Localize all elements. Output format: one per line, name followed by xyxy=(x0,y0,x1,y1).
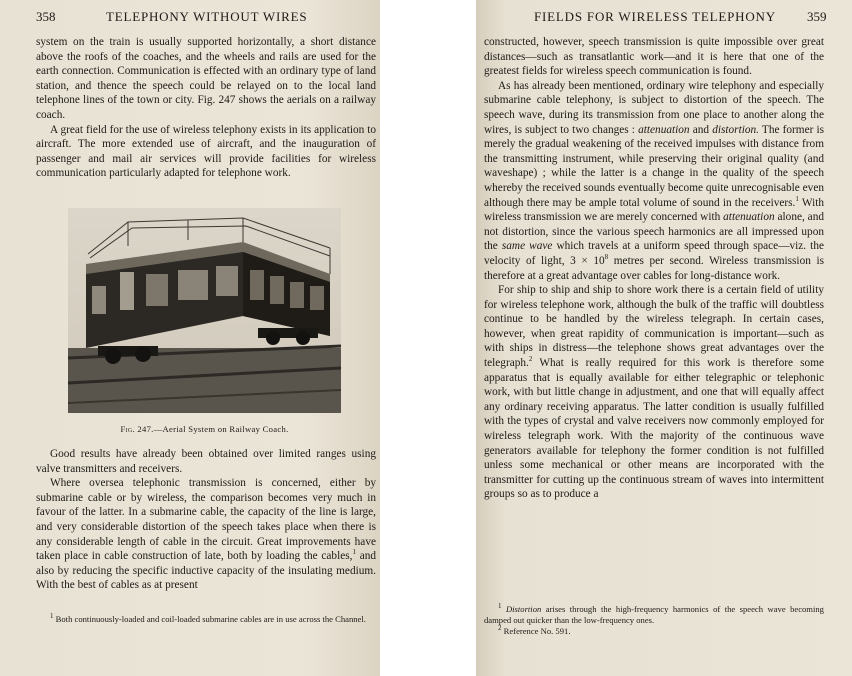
emphasis: attenuation xyxy=(638,123,690,136)
footnote-left xyxy=(36,614,376,625)
emphasis: distortion. xyxy=(712,123,759,136)
footnote-text: Reference No. 591. xyxy=(503,626,571,636)
paragraph: constructed, however, speech transmission is quite impossible over great distances—such as transatlantic work—and it is here that one of the greatest fields for wireless speech communication is found. xyxy=(484,36,824,78)
paragraph: A great field for the use of wireless telephony exists in its application to aircraft. The more extended use of aircraft, and the inauguration of passenger and mail air services will provide facilities for wireless communication particularly adapted for telephone work. xyxy=(36,123,376,180)
figure-label: Fig. 247. xyxy=(120,424,154,434)
gutter xyxy=(380,0,476,676)
paragraph-text: and xyxy=(692,123,710,136)
exponent: 8 xyxy=(604,253,609,262)
paragraph-text: alone, and not distortion, since the various speech harmonics are all impressed upon the xyxy=(484,211,824,253)
paragraph: Good results have already been obtained over limited ranges using valve transmitters and receivers. xyxy=(36,448,376,475)
figure-caption xyxy=(68,424,341,434)
right-page xyxy=(476,0,852,676)
footnote-text: Both continuously-loaded and coil-loaded submarine cables are in use across the Channel. xyxy=(55,614,366,624)
footnote-marker: 1 xyxy=(795,194,799,203)
footnote-marker: 2 xyxy=(528,355,533,364)
right-body xyxy=(484,35,824,502)
running-head-left: TELEPHONY WITHOUT WIRES xyxy=(106,9,308,24)
paragraph: Where oversea telephonic transmission is concerned, either by submarine cable or by wireless, the comparison becomes very much in favour of the latter. In a submarine cable, the capacity of the line is large, and very considerable distortion of the speech takes place when there is any considerable length of cable in the circuit. Great improvements have taken place in cable construction of late, both by loading the cables, xyxy=(36,477,376,563)
paragraph-text: metres per second. Wireless transmission is therefore at a great advantage over cables for long-distance work. xyxy=(484,254,825,282)
left-body-bottom xyxy=(36,447,376,593)
left-page xyxy=(0,0,380,676)
footnote-term: Distortion xyxy=(505,604,542,614)
paragraph-text: With wireless transmission we are merely concerned with xyxy=(484,196,824,224)
footnotes-right xyxy=(484,604,824,637)
page-number-right: 359 xyxy=(807,9,827,24)
emphasis: same wave xyxy=(501,240,553,253)
paragraph-text: For ship to ship and ship to shore work there is a certain field of utility for wireless telephone work, although the bulk of the traffic will doubtless continue to be handled by the wireless telegraph. In certain cases, however, when great rapidity of communication is important—such as with ships in distress—the telephone shows great advantages over the telegraph. xyxy=(484,284,824,370)
footnote-marker: 1 xyxy=(50,612,54,621)
paragraph: system on the train is usually supported horizontally, a short distance above the roofs of the coaches, and the wheels and rails are used for the earth connection. Communication is effected with an ordinary type of land station, and thence the speech could be relayed on to the local land telephone lines of the town or city. Fig. 247 shows the aerials on a railway coach. xyxy=(36,36,376,121)
railway-coach-photo xyxy=(68,208,341,413)
page-number-left: 358 xyxy=(36,9,56,24)
paragraph-text: which travels at a uniform speed through space—viz. the velocity of light, 3 × 10 xyxy=(484,240,824,267)
footnote-marker: 1 xyxy=(498,602,502,611)
emphasis: attenuation xyxy=(723,211,775,224)
footnote-marker: 2 xyxy=(498,624,502,633)
paragraph: and also by reducing the specific inductive capacity of the insulating medium. With the best of cables as at present xyxy=(36,550,376,592)
paragraph-text: As has already been mentioned, ordinary wire telephony and especially submarine cable telephony, is subject to distortion of the speech. The speech wave, during its transmission from one place to another along the wires, is subject to two changes : xyxy=(484,79,824,136)
paragraph-text: What is really required for this work is therefore some apparatus that is equally available for either telegraphic or telephonic work, with but little change in adjustment, and one that will equally affect any ordinary receiving apparatus. The latter condition is usually fulfilled with the types of crystal and valve receivers now commonly employed for wireless telegraph work. With the majority of the continuous wave generators available for telephony the former condition is not fulfilled unless some mechanical or other means are incorporated with the transmitter for cutting up the continuous stream of waves into intermittent groups so as to produce a xyxy=(484,357,825,501)
figure-caption-text: —Aerial System on Railway Coach. xyxy=(153,424,289,434)
running-head-right: FIELDS FOR WIRELESS TELEPHONY xyxy=(534,9,776,24)
footnote-marker: 1 xyxy=(352,548,356,557)
paragraph-text: The former is merely the gradual weakening of the received impulses with distance from the transmitting instrument, while preserving their original quality (and waveshape) ; while the latter is a change in the quality of the speech whereby the received sounds eventually become quite unrecognisable even although there may be ample total volume of sound in the receivers. xyxy=(484,123,825,209)
left-body-top xyxy=(36,35,376,181)
footnote-text: arises through the high-frequency harmonics of the speech wave becoming damped out quicker than the low-frequency ones. xyxy=(484,604,824,625)
